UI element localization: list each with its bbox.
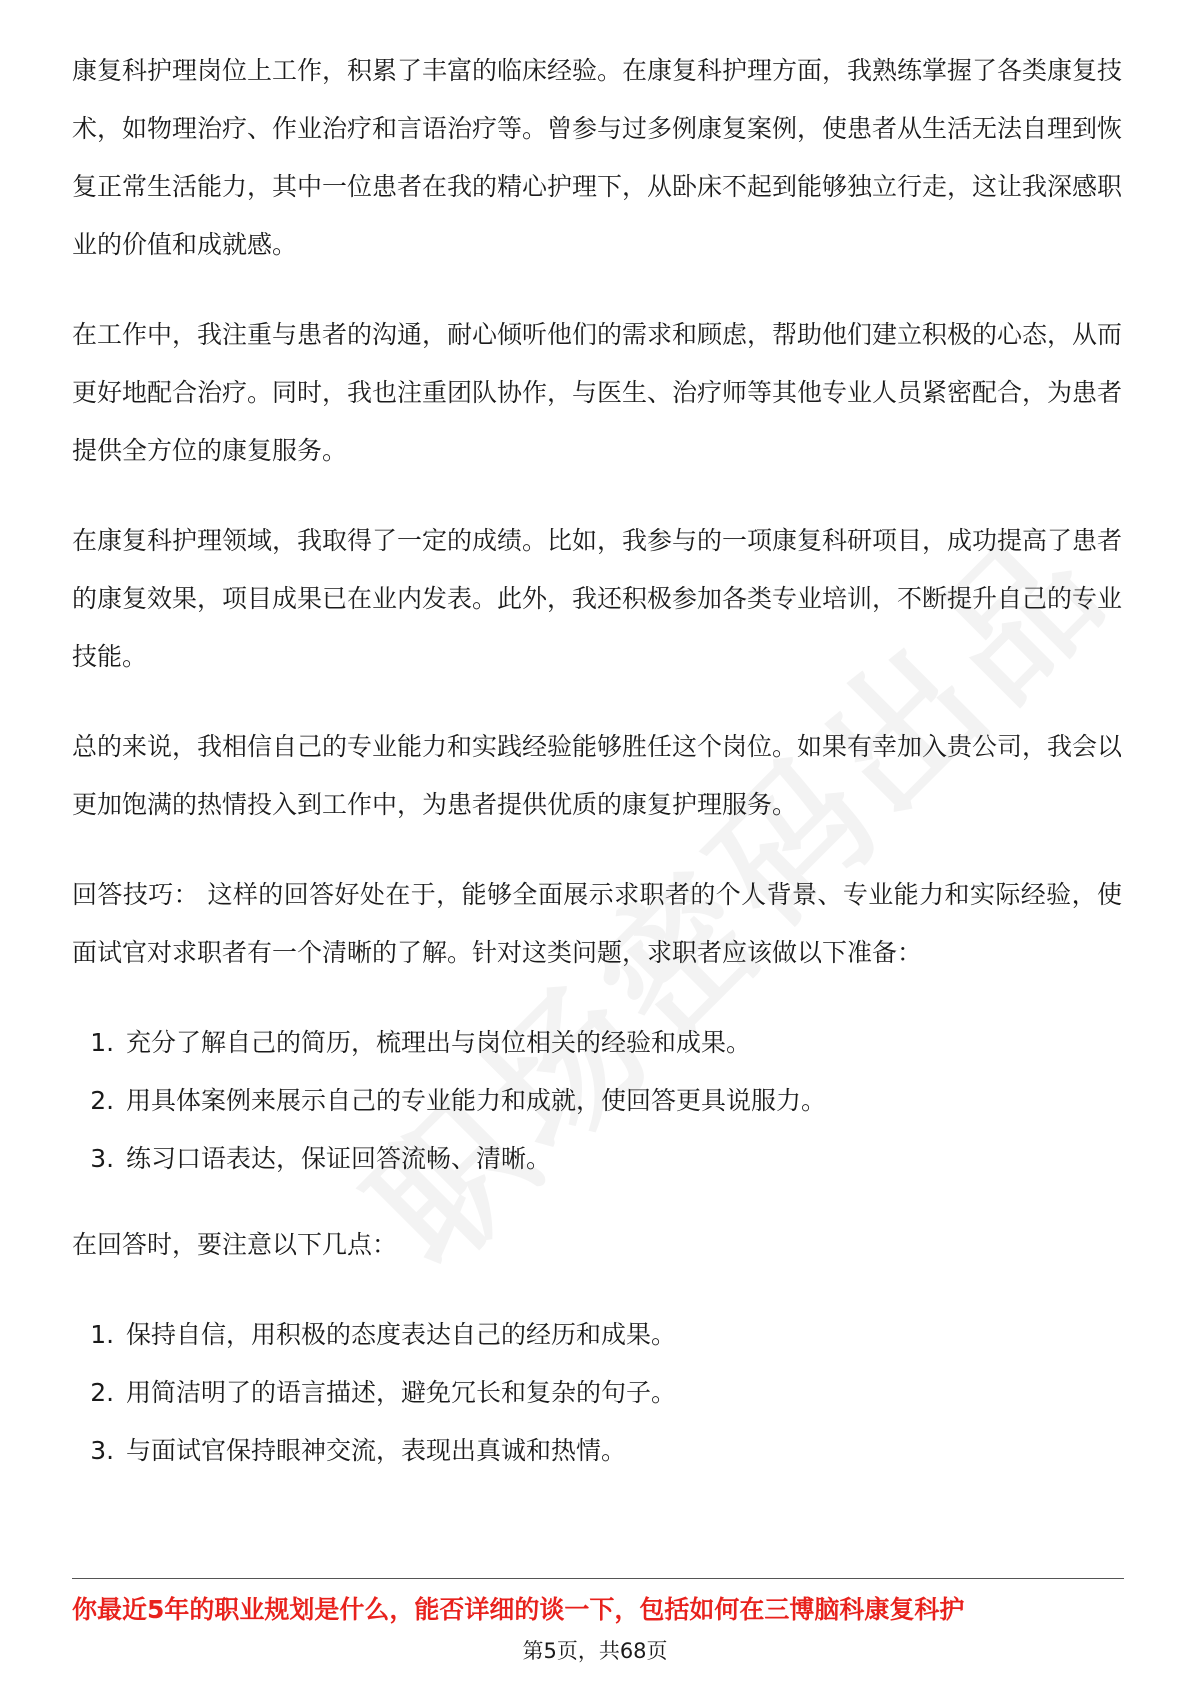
next-question-heading: 你最近5年的职业规划是什么，能否详细的谈一下，包括如何在三博脑科康复科护 <box>72 1595 965 1624</box>
attention-heading: 在回答时，要注意以下几点： <box>72 1230 398 1259</box>
paragraph: 在康复科护理领域，我取得了一定的成绩。比如，我参与的一项康复科研项目，成功提高了患者的康复效果，项目成果已在业内发表。此外，我还积极参加各类专业培训，不断提升自己的专业技能。 <box>72 526 1123 671</box>
attention-list <box>72 1306 1122 1480</box>
list-item: 2. 用简洁明了的语言描述，避免冗长和复杂的句子。 <box>122 1364 1122 1422</box>
preparation-list <box>72 1014 1122 1188</box>
list-item: 1. 充分了解自己的简历，梳理出与岗位相关的经验和成果。 <box>122 1014 1122 1072</box>
page-indicator: 第5页，共68页 <box>522 1639 668 1663</box>
paragraph: 总的来说，我相信自己的专业能力和实践经验能够胜任这个岗位。如果有幸加入贵公司，我会以更加饱满的热情投入到工作中，为患者提供优质的康复护理服务。 <box>72 732 1123 819</box>
document-body <box>72 42 1122 1508</box>
list-item: 3. 练习口语表达，保证回答流畅、清晰。 <box>122 1130 1122 1188</box>
paragraph: 康复科护理岗位上工作，积累了丰富的临床经验。在康复科护理方面，我熟练掌握了各类康复技术，如物理治疗、作业治疗和言语治疗等。曾参与过多例康复案例，使患者从生活无法自理到恢复正常生活能力，其中一位患者在我的精心护理下，从卧床不起到能够独立行走，这让我深感职业的价值和成就感。 <box>72 56 1123 259</box>
divider <box>72 1578 1124 1579</box>
list-item: 2. 用具体案例来展示自己的专业能力和成就，使回答更具说服力。 <box>122 1072 1122 1130</box>
list-item: 3. 与面试官保持眼神交流，表现出真诚和热情。 <box>122 1422 1122 1480</box>
list-item: 1. 保持自信，用积极的态度表达自己的经历和成果。 <box>122 1306 1122 1364</box>
paragraph: 在工作中，我注重与患者的沟通，耐心倾听他们的需求和顾虑，帮助他们建立积极的心态，从而更好地配合治疗。同时，我也注重团队协作，与医生、治疗师等其他专业人员紧密配合，为患者提供全方位的康复服务。 <box>72 320 1123 465</box>
answer-tips-paragraph: 回答技巧： 这样的回答好处在于，能够全面展示求职者的个人背景、专业能力和实际经验，使面试官对求职者有一个清晰的了解。针对这类问题，求职者应该做以下准备： <box>72 880 1122 967</box>
